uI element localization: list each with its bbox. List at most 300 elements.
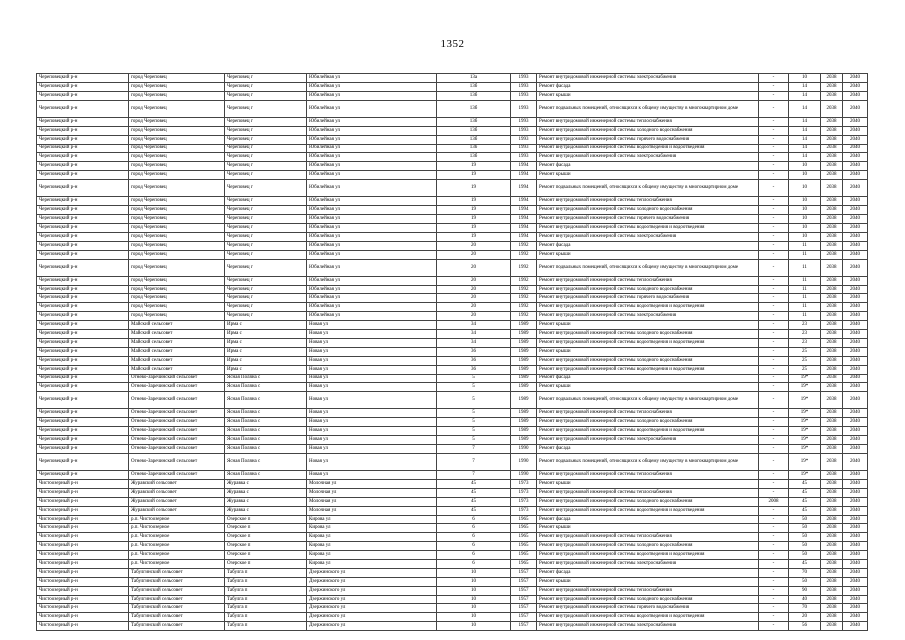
wear-cell: 19* xyxy=(789,445,821,454)
district-cell: Череповецкий р-н xyxy=(37,206,129,215)
district-cell: Череповецкий р-н xyxy=(37,418,129,427)
municipality-cell: Табулгинский сельсовет xyxy=(129,586,225,595)
end-year-cell: 2040 xyxy=(843,383,868,392)
street-cell: Молочная ул xyxy=(307,506,437,515)
end-year-cell: 2040 xyxy=(843,392,868,409)
year-cell: 1993 xyxy=(511,126,537,135)
start-year-cell: 2038 xyxy=(821,515,843,524)
prev-repair-cell: - xyxy=(759,533,789,542)
municipality-cell: Журавский сельсовет xyxy=(129,497,225,506)
end-year-cell: 2040 xyxy=(843,427,868,436)
wear-cell: 11 xyxy=(789,241,821,250)
start-year-cell: 2038 xyxy=(821,303,843,312)
year-cell: 1965 xyxy=(511,533,537,542)
start-year-cell: 2038 xyxy=(821,82,843,91)
table-row xyxy=(37,82,868,91)
end-year-cell: 2040 xyxy=(843,418,868,427)
end-year-cell: 2040 xyxy=(843,524,868,533)
district-cell: Чистоозерный р-н xyxy=(37,577,129,586)
house-cell: 45 xyxy=(437,480,511,489)
prev-repair-cell: - xyxy=(759,383,789,392)
district-cell: Череповецкий р-н xyxy=(37,91,129,100)
street-cell: Новая ул xyxy=(307,409,437,418)
prev-repair-cell: - xyxy=(759,604,789,613)
end-year-cell: 2040 xyxy=(843,374,868,383)
street-cell: Новая ул xyxy=(307,365,437,374)
locality-cell: Ирма с xyxy=(225,338,307,347)
prev-repair-cell: - xyxy=(759,542,789,551)
work-type-cell: Ремонт крыши xyxy=(537,91,759,100)
municipality-cell: р.п. Чистоозерное xyxy=(129,524,225,533)
work-type-cell: Ремонт фасада xyxy=(537,82,759,91)
year-cell: 1965 xyxy=(511,515,537,524)
year-cell: 1992 xyxy=(511,250,537,259)
work-type-cell: Ремонт внутридомовой инженерной системы водоотведения и водоотведения xyxy=(537,427,759,436)
street-cell: Юбилейная ул xyxy=(307,100,437,117)
street-cell: Кирова ул xyxy=(307,524,437,533)
start-year-cell: 2038 xyxy=(821,436,843,445)
year-cell: 1989 xyxy=(511,374,537,383)
start-year-cell: 2038 xyxy=(821,551,843,560)
table-row xyxy=(37,427,868,436)
district-cell: Череповецкий р-н xyxy=(37,427,129,436)
start-year-cell: 2038 xyxy=(821,241,843,250)
end-year-cell: 2040 xyxy=(843,453,868,470)
end-year-cell: 2040 xyxy=(843,276,868,285)
prev-repair-cell: - xyxy=(759,180,789,197)
table-row xyxy=(37,197,868,206)
table-row xyxy=(37,144,868,153)
table-row xyxy=(37,480,868,489)
street-cell: Юбилейная ул xyxy=(307,250,437,259)
municipality-cell: город Череповец xyxy=(129,232,225,241)
table-row xyxy=(37,622,868,631)
start-year-cell: 2038 xyxy=(821,312,843,321)
street-cell: Кирова ул xyxy=(307,533,437,542)
year-cell: 1992 xyxy=(511,294,537,303)
table-row xyxy=(37,577,868,586)
end-year-cell: 2040 xyxy=(843,153,868,162)
work-type-cell: Ремонт внутридомовой инженерной системы теплоснабжения xyxy=(537,586,759,595)
district-cell: Череповецкий р-н xyxy=(37,356,129,365)
street-cell: Юбилейная ул xyxy=(307,162,437,171)
end-year-cell: 2040 xyxy=(843,303,868,312)
wear-cell: 50 xyxy=(789,524,821,533)
locality-cell: Череповец г xyxy=(225,250,307,259)
work-type-cell: Ремонт фасада xyxy=(537,374,759,383)
wear-cell: 10 xyxy=(789,180,821,197)
end-year-cell: 2040 xyxy=(843,506,868,515)
locality-cell: Табулга п xyxy=(225,595,307,604)
house-cell: 34 xyxy=(437,321,511,330)
district-cell: Чистоозерный р-н xyxy=(37,604,129,613)
municipality-cell: город Череповец xyxy=(129,180,225,197)
work-type-cell: Ремонт внутридомовой инженерной системы холодного водоснабжения xyxy=(537,418,759,427)
locality-cell: Череповец г xyxy=(225,153,307,162)
district-cell: Череповецкий р-н xyxy=(37,117,129,126)
prev-repair-cell: - xyxy=(759,613,789,622)
street-cell: Молочная ул xyxy=(307,488,437,497)
start-year-cell: 2038 xyxy=(821,409,843,418)
district-cell: Череповецкий р-н xyxy=(37,135,129,144)
start-year-cell: 2038 xyxy=(821,365,843,374)
wear-cell: 14 xyxy=(789,91,821,100)
municipality-cell: город Череповец xyxy=(129,215,225,224)
start-year-cell: 2038 xyxy=(821,533,843,542)
year-cell: 1994 xyxy=(511,180,537,197)
start-year-cell: 2038 xyxy=(821,453,843,470)
start-year-cell: 2038 xyxy=(821,153,843,162)
house-cell: 45 xyxy=(437,506,511,515)
house-cell: 20 xyxy=(437,241,511,250)
locality-cell: Череповец г xyxy=(225,162,307,171)
locality-cell: Череповец г xyxy=(225,74,307,83)
work-type-cell: Ремонт внутридомовой инженерной системы теплоснабжения xyxy=(537,533,759,542)
start-year-cell: 2038 xyxy=(821,117,843,126)
locality-cell: Череповец г xyxy=(225,91,307,100)
work-type-cell: Ремонт крыши xyxy=(537,321,759,330)
prev-repair-cell: - xyxy=(759,560,789,569)
table-row xyxy=(37,551,868,560)
work-type-cell: Ремонт крыши xyxy=(537,577,759,586)
work-type-cell: Ремонт внутридомовой инженерной системы холодного водоснабжения xyxy=(537,126,759,135)
street-cell: Дзержинского ул xyxy=(307,586,437,595)
prev-repair-cell: - xyxy=(759,445,789,454)
street-cell: Новая ул xyxy=(307,321,437,330)
end-year-cell: 2040 xyxy=(843,250,868,259)
prev-repair-cell: - xyxy=(759,223,789,232)
work-type-cell: Ремонт внутридомовой инженерной системы горячего водоснабжения xyxy=(537,294,759,303)
table-row xyxy=(37,294,868,303)
end-year-cell: 2040 xyxy=(843,568,868,577)
district-cell: Череповецкий р-н xyxy=(37,74,129,83)
table-row xyxy=(37,374,868,383)
prev-repair-cell: - xyxy=(759,171,789,180)
end-year-cell: 2040 xyxy=(843,197,868,206)
page-number: 1352 xyxy=(440,38,465,50)
table-row xyxy=(37,126,868,135)
year-cell: 1994 xyxy=(511,171,537,180)
wear-cell: 11 xyxy=(789,312,821,321)
district-cell: Череповецкий р-н xyxy=(37,383,129,392)
street-cell: Дзержинского ул xyxy=(307,595,437,604)
end-year-cell: 2040 xyxy=(843,436,868,445)
street-cell: Юбилейная ул xyxy=(307,206,437,215)
house-cell: 13б xyxy=(437,126,511,135)
district-cell: Череповецкий р-н xyxy=(37,312,129,321)
work-type-cell: Ремонт крыши xyxy=(537,250,759,259)
district-cell: Чистоозерный р-н xyxy=(37,506,129,515)
district-cell: Череповецкий р-н xyxy=(37,392,129,409)
year-cell: 1992 xyxy=(511,285,537,294)
house-cell: 19 xyxy=(437,180,511,197)
work-type-cell: Ремонт подвальных помещений, относящихся к общему имуществу в многоквартирном доме xyxy=(537,453,759,470)
start-year-cell: 2038 xyxy=(821,338,843,347)
district-cell: Череповецкий р-н xyxy=(37,259,129,276)
table-row xyxy=(37,613,868,622)
year-cell: 1973 xyxy=(511,480,537,489)
house-cell: 6 xyxy=(437,551,511,560)
table-row xyxy=(37,215,868,224)
locality-cell: Череповец г xyxy=(225,206,307,215)
district-cell: Чистоозерный р-н xyxy=(37,515,129,524)
table-row xyxy=(37,347,868,356)
work-type-cell: Ремонт внутридомовой инженерной системы электроснабжения xyxy=(537,232,759,241)
locality-cell: Ясная Поляна с xyxy=(225,418,307,427)
prev-repair-cell: - xyxy=(759,453,789,470)
wear-cell: 10 xyxy=(789,215,821,224)
municipality-cell: Майский сельсовет xyxy=(129,347,225,356)
table-row xyxy=(37,409,868,418)
wear-cell: 11 xyxy=(789,285,821,294)
municipality-cell: Огнево-Заречинский сельсовет xyxy=(129,409,225,418)
start-year-cell: 2038 xyxy=(821,383,843,392)
start-year-cell: 2038 xyxy=(821,223,843,232)
end-year-cell: 2040 xyxy=(843,232,868,241)
table-row xyxy=(37,276,868,285)
municipality-cell: город Череповец xyxy=(129,117,225,126)
start-year-cell: 2038 xyxy=(821,330,843,339)
wear-cell: 23 xyxy=(789,330,821,339)
locality-cell: Ирма с xyxy=(225,330,307,339)
prev-repair-cell: - xyxy=(759,622,789,631)
work-type-cell: Ремонт внутридомовой инженерной системы электроснабжения xyxy=(537,153,759,162)
start-year-cell: 2038 xyxy=(821,497,843,506)
street-cell: Новая ул xyxy=(307,427,437,436)
work-type-cell: Ремонт внутридомовой инженерной системы водоотведения и водоотведения xyxy=(537,506,759,515)
work-type-cell: Ремонт внутридомовой инженерной системы теплоснабжения xyxy=(537,409,759,418)
work-type-cell: Ремонт внутридомовой инженерной системы холодного водоснабжения xyxy=(537,206,759,215)
wear-cell: 19* xyxy=(789,436,821,445)
end-year-cell: 2040 xyxy=(843,206,868,215)
year-cell: 1957 xyxy=(511,604,537,613)
municipality-cell: Журавский сельсовет xyxy=(129,506,225,515)
prev-repair-cell: - xyxy=(759,551,789,560)
house-cell: 19 xyxy=(437,223,511,232)
start-year-cell: 2038 xyxy=(821,215,843,224)
table-row xyxy=(37,285,868,294)
table-row xyxy=(37,497,868,506)
wear-cell: 90 xyxy=(789,586,821,595)
wear-cell: 50 xyxy=(789,551,821,560)
house-cell: 6 xyxy=(437,524,511,533)
house-cell: 34 xyxy=(437,330,511,339)
table-row xyxy=(37,542,868,551)
street-cell: Новая ул xyxy=(307,453,437,470)
end-year-cell: 2040 xyxy=(843,117,868,126)
start-year-cell: 2038 xyxy=(821,206,843,215)
wear-cell: 11 xyxy=(789,303,821,312)
municipality-cell: Майский сельсовет xyxy=(129,321,225,330)
year-cell: 1957 xyxy=(511,568,537,577)
municipality-cell: город Череповец xyxy=(129,100,225,117)
municipality-cell: Огнево-Заречинский сельсовет xyxy=(129,453,225,470)
start-year-cell: 2038 xyxy=(821,418,843,427)
prev-repair-cell: - xyxy=(759,126,789,135)
table-row xyxy=(37,560,868,569)
prev-repair-cell: - xyxy=(759,74,789,83)
year-cell: 1990 xyxy=(511,445,537,454)
start-year-cell: 2038 xyxy=(821,126,843,135)
work-type-cell: Ремонт внутридомовой инженерной системы электроснабжения xyxy=(537,312,759,321)
year-cell: 1989 xyxy=(511,347,537,356)
year-cell: 1989 xyxy=(511,409,537,418)
start-year-cell: 2038 xyxy=(821,171,843,180)
end-year-cell: 2040 xyxy=(843,365,868,374)
table-row xyxy=(37,330,868,339)
house-cell: 19 xyxy=(437,162,511,171)
work-type-cell: Ремонт внутридомовой инженерной системы электроснабжения xyxy=(537,560,759,569)
work-type-cell: Ремонт внутридомовой инженерной системы водоотведения и водоотведения xyxy=(537,551,759,560)
year-cell: 1992 xyxy=(511,259,537,276)
district-cell: Чистоозерный р-н xyxy=(37,595,129,604)
wear-cell: 45 xyxy=(789,488,821,497)
street-cell: Юбилейная ул xyxy=(307,91,437,100)
district-cell: Череповецкий р-н xyxy=(37,82,129,91)
prev-repair-cell: - xyxy=(759,524,789,533)
work-type-cell: Ремонт внутридомовой инженерной системы электроснабжения xyxy=(537,436,759,445)
start-year-cell: 2038 xyxy=(821,427,843,436)
locality-cell: Озерское п xyxy=(225,551,307,560)
municipality-cell: город Череповец xyxy=(129,144,225,153)
prev-repair-cell: - xyxy=(759,365,789,374)
municipality-cell: город Череповец xyxy=(129,294,225,303)
district-cell: Чистоозерный р-н xyxy=(37,551,129,560)
district-cell: Череповецкий р-н xyxy=(37,330,129,339)
end-year-cell: 2040 xyxy=(843,223,868,232)
locality-cell: Череповец г xyxy=(225,241,307,250)
end-year-cell: 2040 xyxy=(843,445,868,454)
district-cell: Череповецкий р-н xyxy=(37,374,129,383)
house-cell: 19 xyxy=(437,197,511,206)
table-row xyxy=(37,392,868,409)
locality-cell: Череповец г xyxy=(225,82,307,91)
locality-cell: Череповец г xyxy=(225,171,307,180)
wear-cell: 40 xyxy=(789,595,821,604)
work-type-cell: Ремонт фасада xyxy=(537,445,759,454)
work-type-cell: Ремонт внутридомовой инженерной системы водоотведения и водоотведения xyxy=(537,613,759,622)
table-row xyxy=(37,488,868,497)
year-cell: 1989 xyxy=(511,383,537,392)
street-cell: Юбилейная ул xyxy=(307,180,437,197)
house-cell: 13б xyxy=(437,153,511,162)
prev-repair-cell: - xyxy=(759,100,789,117)
wear-cell: 14 xyxy=(789,117,821,126)
table-row xyxy=(37,418,868,427)
municipality-cell: город Череповец xyxy=(129,126,225,135)
end-year-cell: 2040 xyxy=(843,171,868,180)
wear-cell: 23 xyxy=(789,338,821,347)
locality-cell: Табулга п xyxy=(225,604,307,613)
wear-cell: 11 xyxy=(789,276,821,285)
repair-schedule-table xyxy=(36,73,868,631)
wear-cell: 10 xyxy=(789,171,821,180)
prev-repair-cell: - xyxy=(759,144,789,153)
municipality-cell: Майский сельсовет xyxy=(129,365,225,374)
start-year-cell: 2038 xyxy=(821,356,843,365)
end-year-cell: 2040 xyxy=(843,488,868,497)
wear-cell: 45 xyxy=(789,506,821,515)
district-cell: Чистоозерный р-н xyxy=(37,480,129,489)
wear-cell: 19* xyxy=(789,427,821,436)
table-row xyxy=(37,171,868,180)
house-cell: 5 xyxy=(437,374,511,383)
start-year-cell: 2038 xyxy=(821,180,843,197)
year-cell: 1957 xyxy=(511,595,537,604)
house-cell: 5 xyxy=(437,418,511,427)
municipality-cell: город Череповец xyxy=(129,223,225,232)
district-cell: Чистоозерный р-н xyxy=(37,560,129,569)
street-cell: Новая ул xyxy=(307,330,437,339)
municipality-cell: город Череповец xyxy=(129,74,225,83)
wear-cell: 10 xyxy=(789,74,821,83)
year-cell: 1989 xyxy=(511,436,537,445)
year-cell: 1993 xyxy=(511,82,537,91)
start-year-cell: 2038 xyxy=(821,197,843,206)
locality-cell: Журавка с xyxy=(225,497,307,506)
end-year-cell: 2040 xyxy=(843,74,868,83)
house-cell: 13а xyxy=(437,74,511,83)
end-year-cell: 2040 xyxy=(843,91,868,100)
locality-cell: Череповец г xyxy=(225,144,307,153)
street-cell: Юбилейная ул xyxy=(307,285,437,294)
street-cell: Кирова ул xyxy=(307,551,437,560)
table-row xyxy=(37,365,868,374)
end-year-cell: 2040 xyxy=(843,338,868,347)
street-cell: Юбилейная ул xyxy=(307,117,437,126)
district-cell: Чистоозерный р-н xyxy=(37,622,129,631)
street-cell: Молочная ул xyxy=(307,497,437,506)
work-type-cell: Ремонт внутридомовой инженерной системы теплоснабжения xyxy=(537,488,759,497)
municipality-cell: город Череповец xyxy=(129,312,225,321)
municipality-cell: Журавский сельсовет xyxy=(129,480,225,489)
wear-cell: 14 xyxy=(789,144,821,153)
year-cell: 1965 xyxy=(511,551,537,560)
year-cell: 1994 xyxy=(511,223,537,232)
end-year-cell: 2040 xyxy=(843,126,868,135)
municipality-cell: город Череповец xyxy=(129,91,225,100)
street-cell: Юбилейная ул xyxy=(307,312,437,321)
end-year-cell: 2040 xyxy=(843,82,868,91)
year-cell: 1965 xyxy=(511,560,537,569)
district-cell: Череповецкий р-н xyxy=(37,153,129,162)
street-cell: Дзержинского ул xyxy=(307,613,437,622)
wear-cell: 10 xyxy=(789,223,821,232)
locality-cell: Журавка с xyxy=(225,488,307,497)
wear-cell: 23 xyxy=(789,321,821,330)
year-cell: 1957 xyxy=(511,586,537,595)
work-type-cell: Ремонт крыши xyxy=(537,480,759,489)
prev-repair-cell: - xyxy=(759,241,789,250)
table-row xyxy=(37,241,868,250)
house-cell: 20 xyxy=(437,294,511,303)
street-cell: Юбилейная ул xyxy=(307,241,437,250)
end-year-cell: 2040 xyxy=(843,241,868,250)
street-cell: Юбилейная ул xyxy=(307,303,437,312)
table-row xyxy=(37,321,868,330)
wear-cell: 50 xyxy=(789,533,821,542)
locality-cell: Озерское п xyxy=(225,560,307,569)
work-type-cell: Ремонт внутридомовой инженерной системы холодного водоснабжения xyxy=(537,330,759,339)
house-cell: 20 xyxy=(437,276,511,285)
wear-cell: 14 xyxy=(789,135,821,144)
work-type-cell: Ремонт внутридомовой инженерной системы теплоснабжения xyxy=(537,276,759,285)
year-cell: 1993 xyxy=(511,135,537,144)
district-cell: Чистоозерный р-н xyxy=(37,568,129,577)
table-row xyxy=(37,383,868,392)
street-cell: Новая ул xyxy=(307,418,437,427)
start-year-cell: 2038 xyxy=(821,488,843,497)
